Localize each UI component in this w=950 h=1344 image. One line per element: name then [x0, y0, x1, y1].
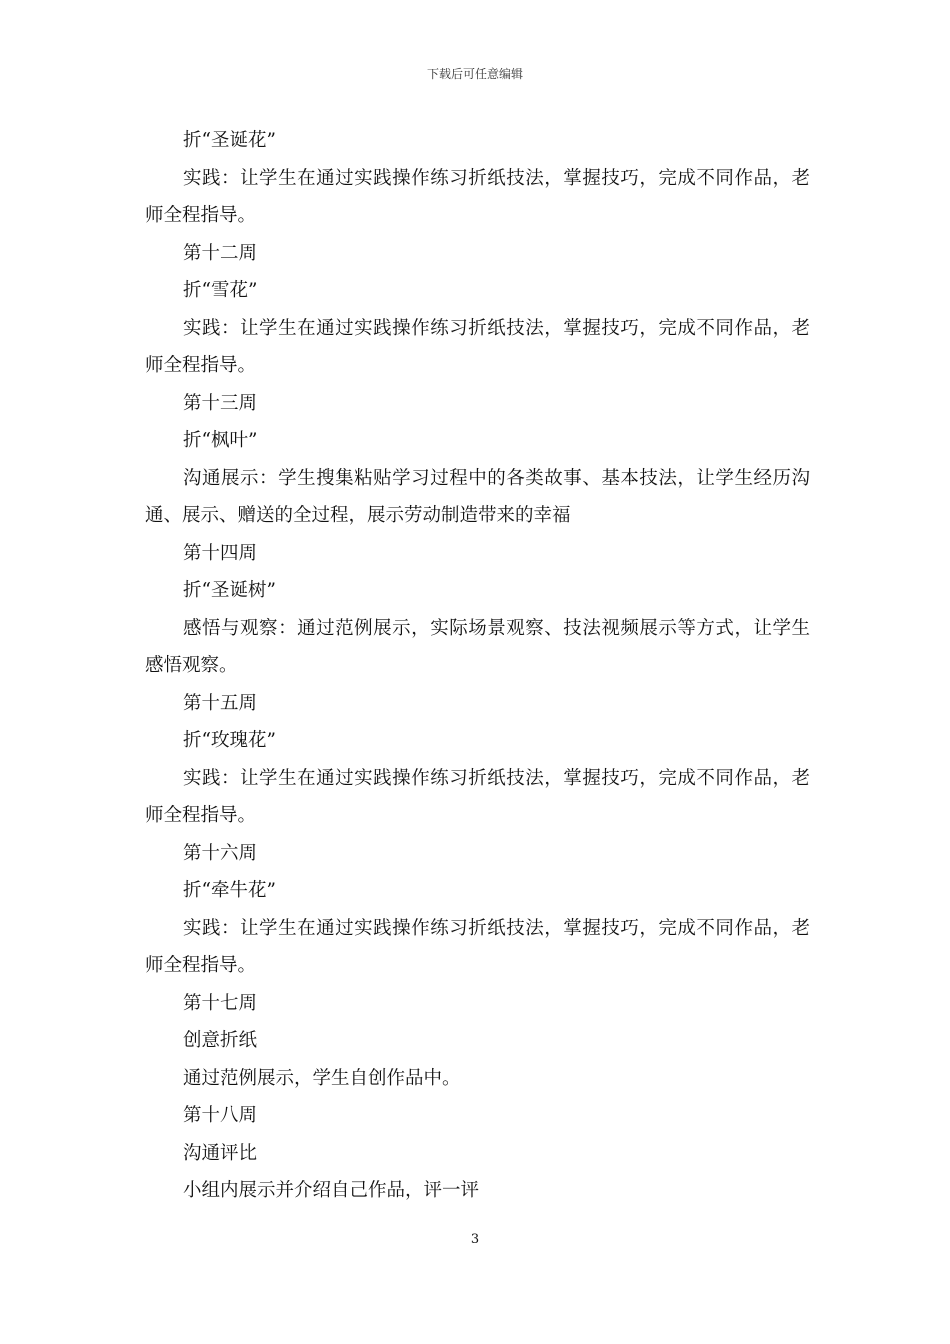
item-title: 沟通评比 [183, 1142, 258, 1164]
item-title: 创意折纸 [183, 1030, 258, 1051]
practice-description: 实践：让学生在通过实践操作练习折纸技法，掌握技巧，完成不同作品，老师全程指导。 [145, 767, 810, 826]
week-heading: 第十二周 [183, 242, 258, 264]
document-body [145, 122, 810, 1210]
week-heading: 第十三周 [183, 392, 258, 414]
practice-description: 实践：让学生在通过实践操作练习折纸技法，掌握技巧，完成不同作品，老师全程指导。 [145, 167, 810, 226]
week-heading: 第十七周 [183, 992, 258, 1014]
item-title: 折“圣诞树” [183, 580, 276, 601]
practice-description: 实践：让学生在通过实践操作练习折纸技法，掌握技巧，完成不同作品，老师全程指导。 [145, 917, 810, 976]
week-heading: 第十五周 [183, 692, 258, 714]
item-title: 折“枫叶” [183, 430, 258, 451]
week-heading: 第十八周 [183, 1105, 258, 1126]
showcase-description: 沟通展示：学生搜集粘贴学习过程中的各类故事、基本技法，让学生经历沟通、展示、赠送的全过程，展示劳动制造带来的幸福 [145, 467, 810, 526]
practice-description: 实践：让学生在通过实践操作练习折纸技法，掌握技巧，完成不同作品，老师全程指导。 [145, 317, 810, 376]
page-number: 3 [470, 1232, 480, 1247]
item-title: 折“玫瑰花” [183, 730, 276, 751]
item-title: 折“圣诞花” [183, 130, 276, 151]
week-heading: 第十六周 [183, 842, 258, 864]
creative-description: 通过范例展示，学生自创作品中。 [183, 1067, 461, 1089]
observation-description: 感悟与观察：通过范例展示，实际场景观察、技法视频展示等方式，让学生感悟观察。 [145, 617, 810, 676]
item-title: 折“牵牛花” [183, 880, 276, 901]
evaluation-description: 小组内展示并介绍自己作品，评一评 [183, 1180, 480, 1201]
page-header: 下载后可任意编辑 [426, 67, 523, 81]
week-heading: 第十四周 [183, 542, 258, 564]
item-title: 折“雪花” [183, 280, 258, 301]
